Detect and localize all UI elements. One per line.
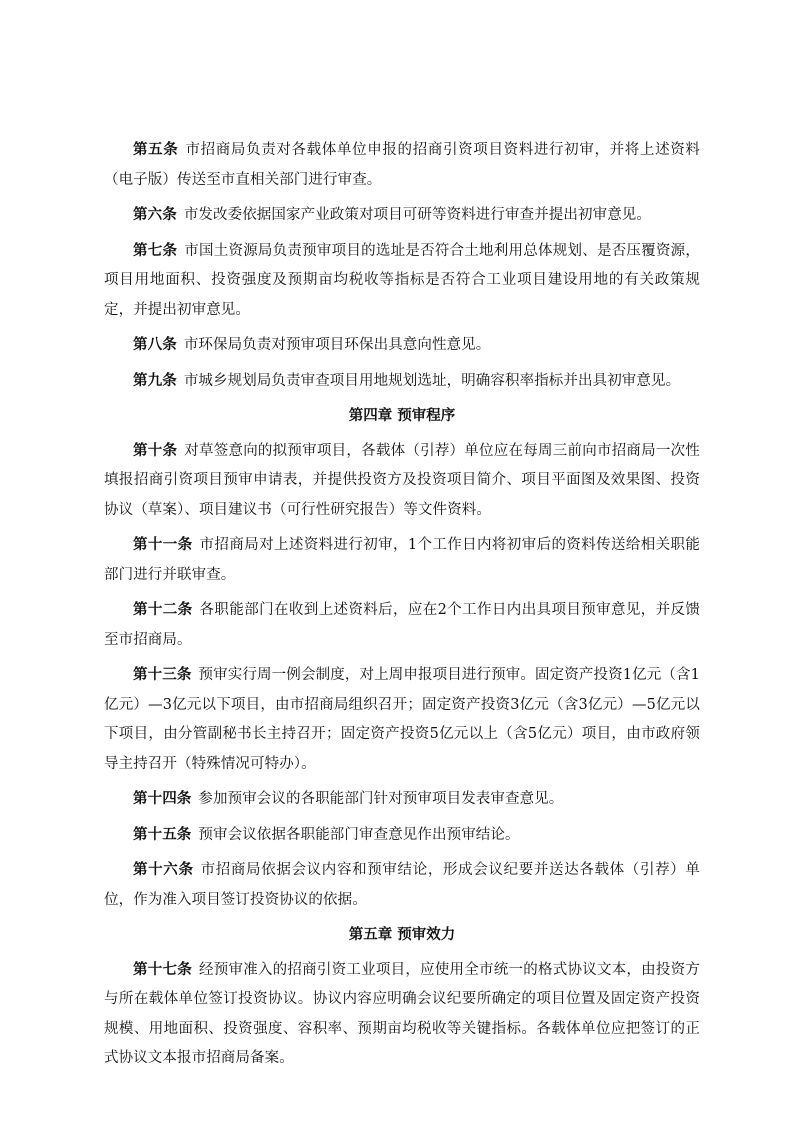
chapter-4-heading: 第四章 预审程序 xyxy=(348,407,456,424)
article-text: 市招商局依据会议内容和预审结论，形成会议纪要并送达各载体（引荐）单位，作为准入项目签订投资协议的依据。 xyxy=(104,862,701,908)
article-label: 第十条 xyxy=(133,441,178,459)
article-text: 市招商局负责对各载体单位申报的招商引资项目资料进行初审，并将上述资料（电子版）传送至市直相关部门进行审查。 xyxy=(104,142,700,188)
article-text: 市国土资源局负责预审项目的选址是否符合土地利用总体规划、是否压覆资源，项目用地面积、投资强度及预期亩均税收等指标是否符合工业项目建设用地的有关政策规定，并提出初审意见。 xyxy=(104,242,700,318)
article-text: 预审会议依据各职能部门审查意见作出预审结论。 xyxy=(198,826,520,843)
article-text: 市环保局负责对预审项目环保出具意向性意见。 xyxy=(183,337,491,353)
article-11 xyxy=(104,530,700,590)
article-text: 对草签意向的拟预审项目，各载体（引荐）单位应在每周三前向市招商局一次性填报招商引资项目预审申请表，并提供投资方及投资项目简介、项目平面图及效果图、投资协议（草案）、项目建议书（可行性研究报告）等文件资料。 xyxy=(104,442,700,518)
article-15 xyxy=(104,820,700,851)
article-text: 参加预审会议的各职能部门针对预审项目发表审查意见。 xyxy=(198,791,564,807)
article-7 xyxy=(104,236,700,326)
document-body xyxy=(104,135,700,1079)
article-label: 第七条 xyxy=(133,241,178,259)
article-16 xyxy=(104,855,700,915)
article-17 xyxy=(104,955,700,1074)
article-label: 第十三条 xyxy=(133,666,192,683)
article-label: 第五条 xyxy=(133,141,179,158)
article-label: 第八条 xyxy=(133,336,177,353)
article-text: 各职能部门在收到上述资料后，应在2个工作日内出具项目预审意见，并反馈至市招商局。 xyxy=(104,602,701,648)
article-label: 第十六条 xyxy=(133,861,194,878)
article-label: 第十五条 xyxy=(133,825,192,843)
article-text: 市发改委依据国家产业政策对项目可研等资料进行审查并提出初审意见。 xyxy=(183,207,652,223)
article-8 xyxy=(104,330,700,361)
article-9 xyxy=(104,366,700,397)
article-12 xyxy=(104,595,700,655)
article-13 xyxy=(104,660,700,779)
article-text: 预审实行周一例会制度，对上周申报项目进行预审。固定资产投资1亿元（含1亿元）—3亿元以下项目，由市招商局组织召开；固定资产投资3亿元（含3亿元）—5亿元以下项目，由分管副秘书长主持召开；固定资产投资5亿元以上（含5亿元）项目，由市政府领导主持召开（特殊情况可特办）。 xyxy=(104,667,700,772)
article-6 xyxy=(104,200,700,231)
article-label: 第六条 xyxy=(133,206,177,223)
article-14 xyxy=(104,784,700,815)
article-10 xyxy=(104,436,700,526)
article-text: 市城乡规划局负责审查项目用地规划选址，明确容积率指标并出具初审意见。 xyxy=(183,372,681,389)
article-5 xyxy=(104,135,700,195)
article-label: 第九条 xyxy=(133,371,177,389)
chapter-5-heading: 第五章 预审效力 xyxy=(348,926,456,943)
article-label: 第十一条 xyxy=(133,536,193,553)
article-label: 第十二条 xyxy=(133,601,193,618)
article-text: 市招商局对上述资料进行初审，1个工作日内将初审后的资料传送给相关职能部门进行并联审查。 xyxy=(104,537,701,583)
article-text: 经预审准入的招商引资工业项目，应使用全市统一的格式协议文本，由投资方与所在载体单位签订投资协议。协议内容应明确会议纪要所确定的项目位置及固定资产投资规模、用地面积、投资强度、容积率、预期亩均税收等关键指标。各载体单位应把签订的正式协议文本报市招商局备案。 xyxy=(104,961,700,1066)
article-label: 第十七条 xyxy=(133,960,192,978)
article-label: 第十四条 xyxy=(133,790,192,807)
